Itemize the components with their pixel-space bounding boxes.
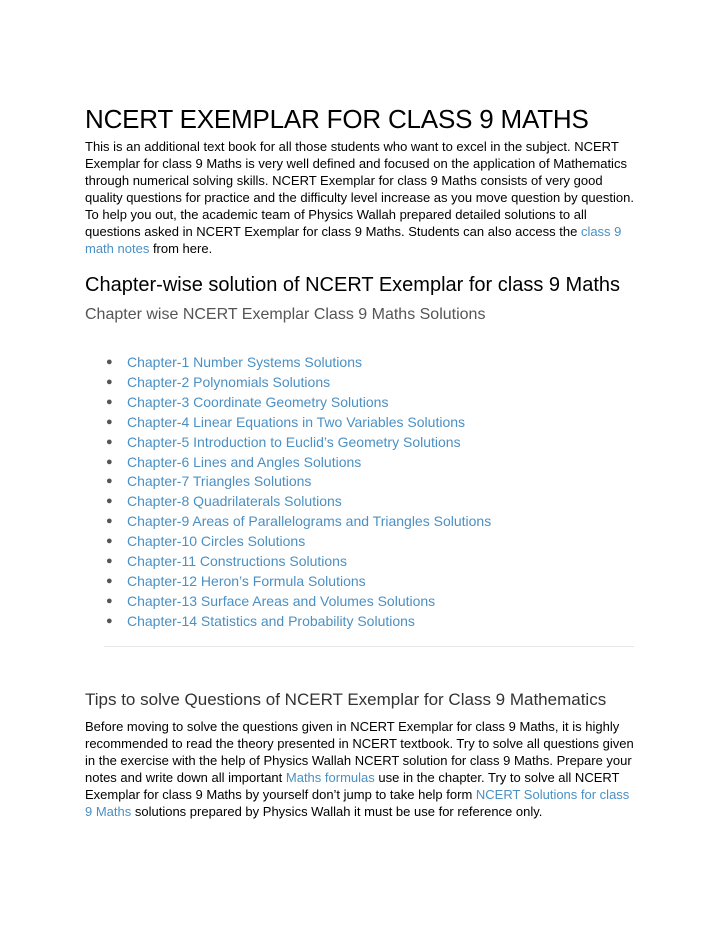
list-item — [85, 472, 491, 492]
bullet-icon: ● — [106, 535, 113, 548]
list-item — [85, 612, 491, 632]
tips-line: Before moving to solve the questions given in NCERT Exemplar for class 9 Maths, it is highly — [85, 719, 620, 734]
intro-paragraph — [85, 138, 637, 257]
tips-line: recommended to read the theory presented in NCERT textbook. Try to solve all questions given — [85, 736, 634, 751]
bullet-icon: ● — [106, 555, 113, 568]
list-item — [85, 353, 491, 373]
intro-line: To help you out, the academic team of Physics Wallah prepared detailed solutions to all — [85, 207, 587, 222]
intro-line: through numerical solving skills. NCERT Exemplar for class 9 Maths consists of very good — [85, 173, 603, 188]
bullet-icon: ● — [106, 475, 113, 488]
tips-line: Exemplar for class 9 Maths by yourself don’t jump to take help form — [85, 787, 476, 802]
bullet-icon: ● — [106, 375, 113, 388]
list-item — [85, 373, 491, 393]
divider — [104, 646, 634, 647]
list-item — [85, 552, 491, 572]
intro-line: This is an additional text book for all those students who want to excel in the subject. NCERT — [85, 139, 619, 154]
class-9-math-notes-link-cont[interactable]: math notes — [85, 241, 150, 256]
section-subtitle: Chapter wise NCERT Exemplar Class 9 Maths Solutions — [85, 306, 486, 323]
bullet-icon: ● — [106, 594, 113, 607]
chapter-link[interactable]: Chapter-10 Circles Solutions — [127, 533, 306, 550]
bullet-icon: ● — [106, 356, 113, 368]
list-item — [85, 393, 491, 413]
chapter-link[interactable]: Chapter-4 Linear Equations in Two Variables Solutions — [127, 413, 466, 430]
tips-line: in the exercise with the help of Physics Wallah NCERT solution for class 9 Maths. Prepare your — [85, 753, 632, 768]
bullet-icon: ● — [106, 495, 113, 508]
chapter-link[interactable]: Chapter-14 Statistics and Probability Solutions — [127, 612, 415, 629]
list-item — [85, 453, 491, 473]
chapter-link[interactable]: Chapter-6 Lines and Angles Solutions — [127, 453, 362, 470]
ncert-solutions-link[interactable]: NCERT Solutions for class — [475, 787, 630, 802]
list-item — [85, 433, 491, 453]
intro-line: questions asked in NCERT Exemplar for class 9 Maths. Students can also access the — [85, 224, 581, 239]
list-item — [85, 413, 491, 433]
tips-line: use in the chapter. Try to solve all NCERT — [374, 770, 620, 785]
list-item — [85, 512, 491, 532]
bullet-icon: ● — [106, 574, 113, 587]
intro-block — [85, 104, 637, 257]
chapter-link[interactable]: Chapter-13 Surface Areas and Volumes Solutions — [127, 592, 436, 609]
list-item — [85, 492, 491, 512]
tips-paragraph — [85, 718, 637, 820]
chapter-link[interactable]: Chapter-12 Heron’s Formula Solutions — [127, 572, 366, 589]
bullet-icon: ● — [106, 614, 113, 627]
chapter-link[interactable]: Chapter-1 Number Systems Solutions — [127, 354, 362, 370]
chapter-link[interactable]: Chapter-7 Triangles Solutions — [127, 473, 312, 490]
section-heading: Chapter-wise solution of NCERT Exemplar for class 9 Maths — [85, 274, 621, 296]
intro-line: quality questions for practice and the difficulty level increase as you move question by question. — [85, 190, 634, 205]
intro-line: Exemplar for class 9 Maths is very well defined and focused on the application of Mathematics — [85, 156, 627, 171]
bullet-icon: ● — [106, 395, 113, 408]
chapter-link[interactable]: Chapter-3 Coordinate Geometry Solutions — [127, 393, 389, 410]
ncert-solutions-link-cont[interactable]: 9 Maths — [85, 804, 132, 819]
chapter-link[interactable]: Chapter-9 Areas of Parallelograms and Triangles Solutions — [127, 513, 492, 530]
class-9-math-notes-link[interactable]: class 9 — [580, 224, 622, 239]
tips-heading: Tips to solve Questions of NCERT Exemplar for Class 9 Mathematics — [85, 690, 607, 709]
chapter-link[interactable]: Chapter-5 Introduction to Euclid’s Geometry Solutions — [127, 433, 461, 450]
chapter-link[interactable]: Chapter-8 Quadrilaterals Solutions — [127, 493, 342, 510]
bullet-icon: ● — [106, 435, 113, 448]
list-item — [85, 572, 491, 592]
bullet-icon: ● — [106, 455, 113, 468]
tips-line: solutions prepared by Physics Wallah it must be use for reference only. — [131, 804, 543, 819]
page-title: NCERT EXEMPLAR FOR CLASS 9 MATHS — [85, 104, 589, 134]
bullet-icon: ● — [106, 415, 113, 428]
chapter-link[interactable]: Chapter-2 Polynomials Solutions — [127, 373, 331, 390]
intro-line: from here. — [149, 241, 213, 256]
chapter-link[interactable]: Chapter-11 Constructions Solutions — [127, 553, 347, 570]
tips-line: notes and write down all important — [85, 770, 286, 785]
maths-formulas-link[interactable]: Maths formulas — [285, 770, 375, 785]
bullet-icon: ● — [106, 515, 113, 528]
list-item — [85, 592, 491, 612]
chapter-list — [85, 353, 491, 632]
list-item — [85, 532, 491, 552]
